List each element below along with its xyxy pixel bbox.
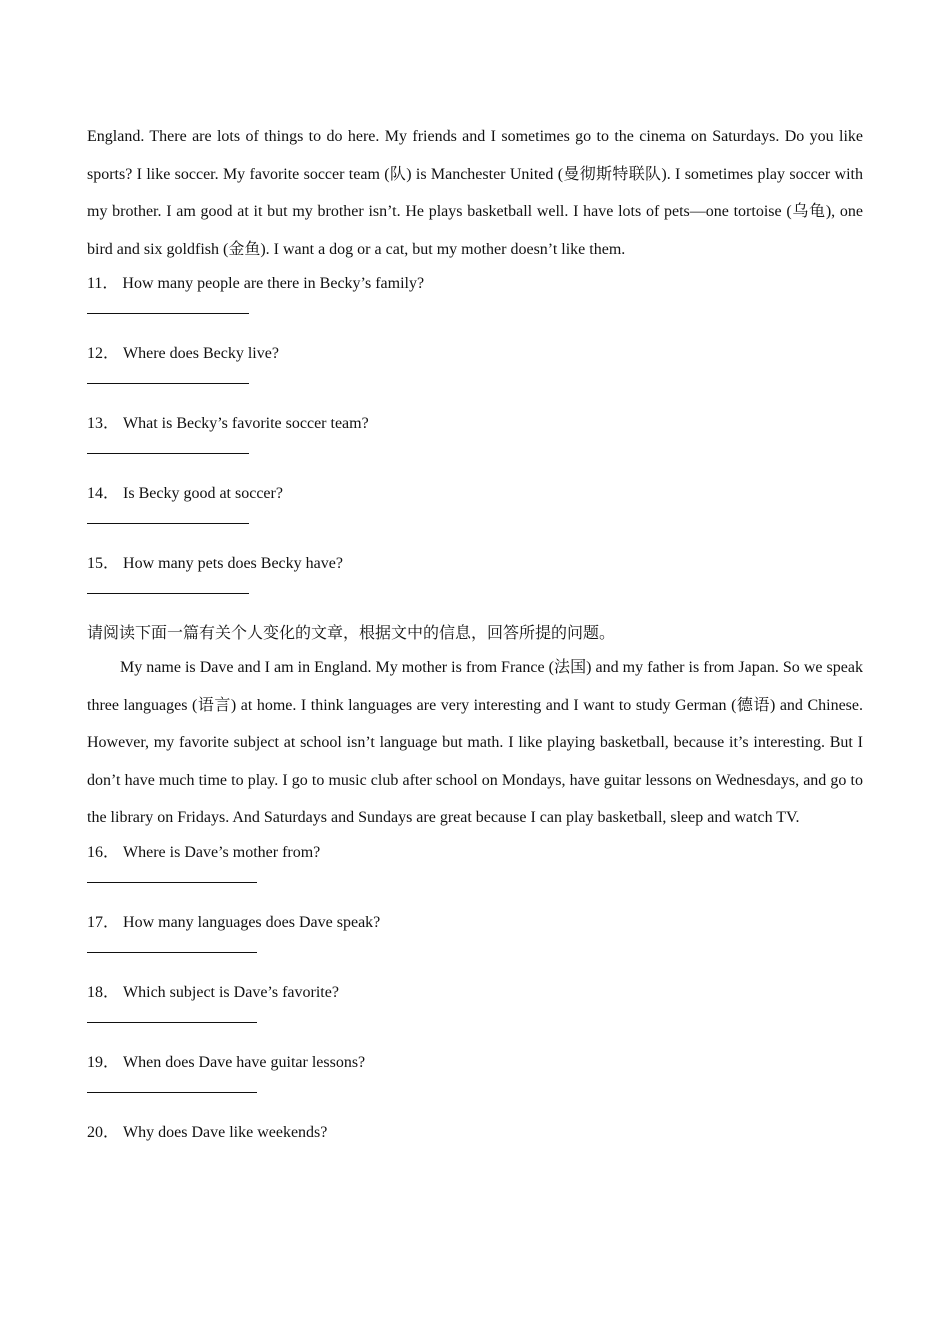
question-14 bbox=[87, 481, 863, 506]
question-number: 13． bbox=[87, 415, 120, 432]
question-number: 12． bbox=[87, 345, 120, 362]
answer-line-15[interactable] bbox=[87, 593, 249, 594]
question-16 bbox=[87, 840, 863, 865]
question-text: How many pets does Becky have? bbox=[123, 555, 343, 572]
question-number: 19． bbox=[87, 1053, 120, 1071]
answer-line-18[interactable] bbox=[87, 1022, 257, 1023]
question-block-11 bbox=[87, 271, 863, 314]
question-number: 20． bbox=[87, 1123, 120, 1141]
question-15 bbox=[87, 551, 863, 576]
question-block-15 bbox=[87, 551, 863, 594]
question-text: Which subject is Dave’s favorite? bbox=[123, 983, 339, 1001]
question-number: 17． bbox=[87, 913, 120, 931]
question-text: Where does Becky live? bbox=[123, 345, 279, 362]
question-number: 11． bbox=[87, 275, 119, 292]
question-19 bbox=[87, 1050, 863, 1075]
question-block-20 bbox=[87, 1120, 863, 1145]
question-12 bbox=[87, 341, 863, 366]
question-number: 18． bbox=[87, 983, 120, 1001]
question-text: How many people are there in Becky’s family? bbox=[122, 275, 425, 292]
question-17 bbox=[87, 910, 863, 935]
passage-dave: My name is Dave and I am in England. My mother is from France (法国) and my father is from Japan. So we speak three languages (语言) at home. I think languages are very interesting and I want to study German (德语) and Chinese. However, my favorite subject at school isn’t language but math. I like playing basketball, because it’s interesting. But I don’t have much time to play. I go to music club after school on Mondays, have guitar lessons on Wednesdays, and go to the library on Fridays. And Saturdays and Sundays are great because I can play basketball, sleep and watch TV. bbox=[87, 659, 863, 826]
answer-line-17[interactable] bbox=[87, 952, 257, 953]
question-number: 14． bbox=[87, 485, 120, 502]
question-20 bbox=[87, 1120, 863, 1145]
question-text: How many languages does Dave speak? bbox=[123, 913, 381, 931]
question-block-13 bbox=[87, 411, 863, 454]
answer-line-16[interactable] bbox=[87, 882, 257, 883]
question-text: Is Becky good at soccer? bbox=[123, 485, 283, 502]
answer-line-14[interactable] bbox=[87, 523, 249, 524]
question-block-12 bbox=[87, 341, 863, 384]
question-number: 16． bbox=[87, 843, 120, 861]
passage-becky-continued: England. There are lots of things to do here. My friends and I sometimes go to the cinema on Saturdays. Do you like sports? I like soccer. My favorite soccer team (队) is Manchester United (曼彻斯特联队). I sometimes play soccer with my brother. I am good at it but my brother isn’t. He plays basketball well. I have lots of pets—one tortoise (乌龟), one bird and six goldfish (金鱼). I want a dog or a cat, but my mother doesn’t like them. bbox=[87, 128, 863, 258]
answer-line-11[interactable] bbox=[87, 313, 249, 314]
answer-line-19[interactable] bbox=[87, 1092, 257, 1093]
question-block-14 bbox=[87, 481, 863, 524]
question-block-19 bbox=[87, 1050, 863, 1093]
question-text: Why does Dave like weekends? bbox=[123, 1123, 328, 1141]
question-text: Where is Dave’s mother from? bbox=[123, 843, 321, 861]
answer-line-12[interactable] bbox=[87, 383, 249, 384]
question-text: When does Dave have guitar lessons? bbox=[123, 1053, 366, 1071]
question-11 bbox=[87, 271, 863, 296]
question-18 bbox=[87, 980, 863, 1005]
answer-line-13[interactable] bbox=[87, 453, 249, 454]
question-block-16 bbox=[87, 840, 863, 883]
question-text: What is Becky’s favorite soccer team? bbox=[123, 415, 369, 432]
worksheet-page bbox=[87, 118, 863, 1145]
section-instruction: 请阅读下面一篇有关个人变化的文章，根据文中的信息，回答所提的问题。 bbox=[87, 625, 616, 642]
question-number: 15． bbox=[87, 555, 120, 572]
question-block-17 bbox=[87, 910, 863, 953]
question-13 bbox=[87, 411, 863, 436]
question-block-18 bbox=[87, 980, 863, 1023]
